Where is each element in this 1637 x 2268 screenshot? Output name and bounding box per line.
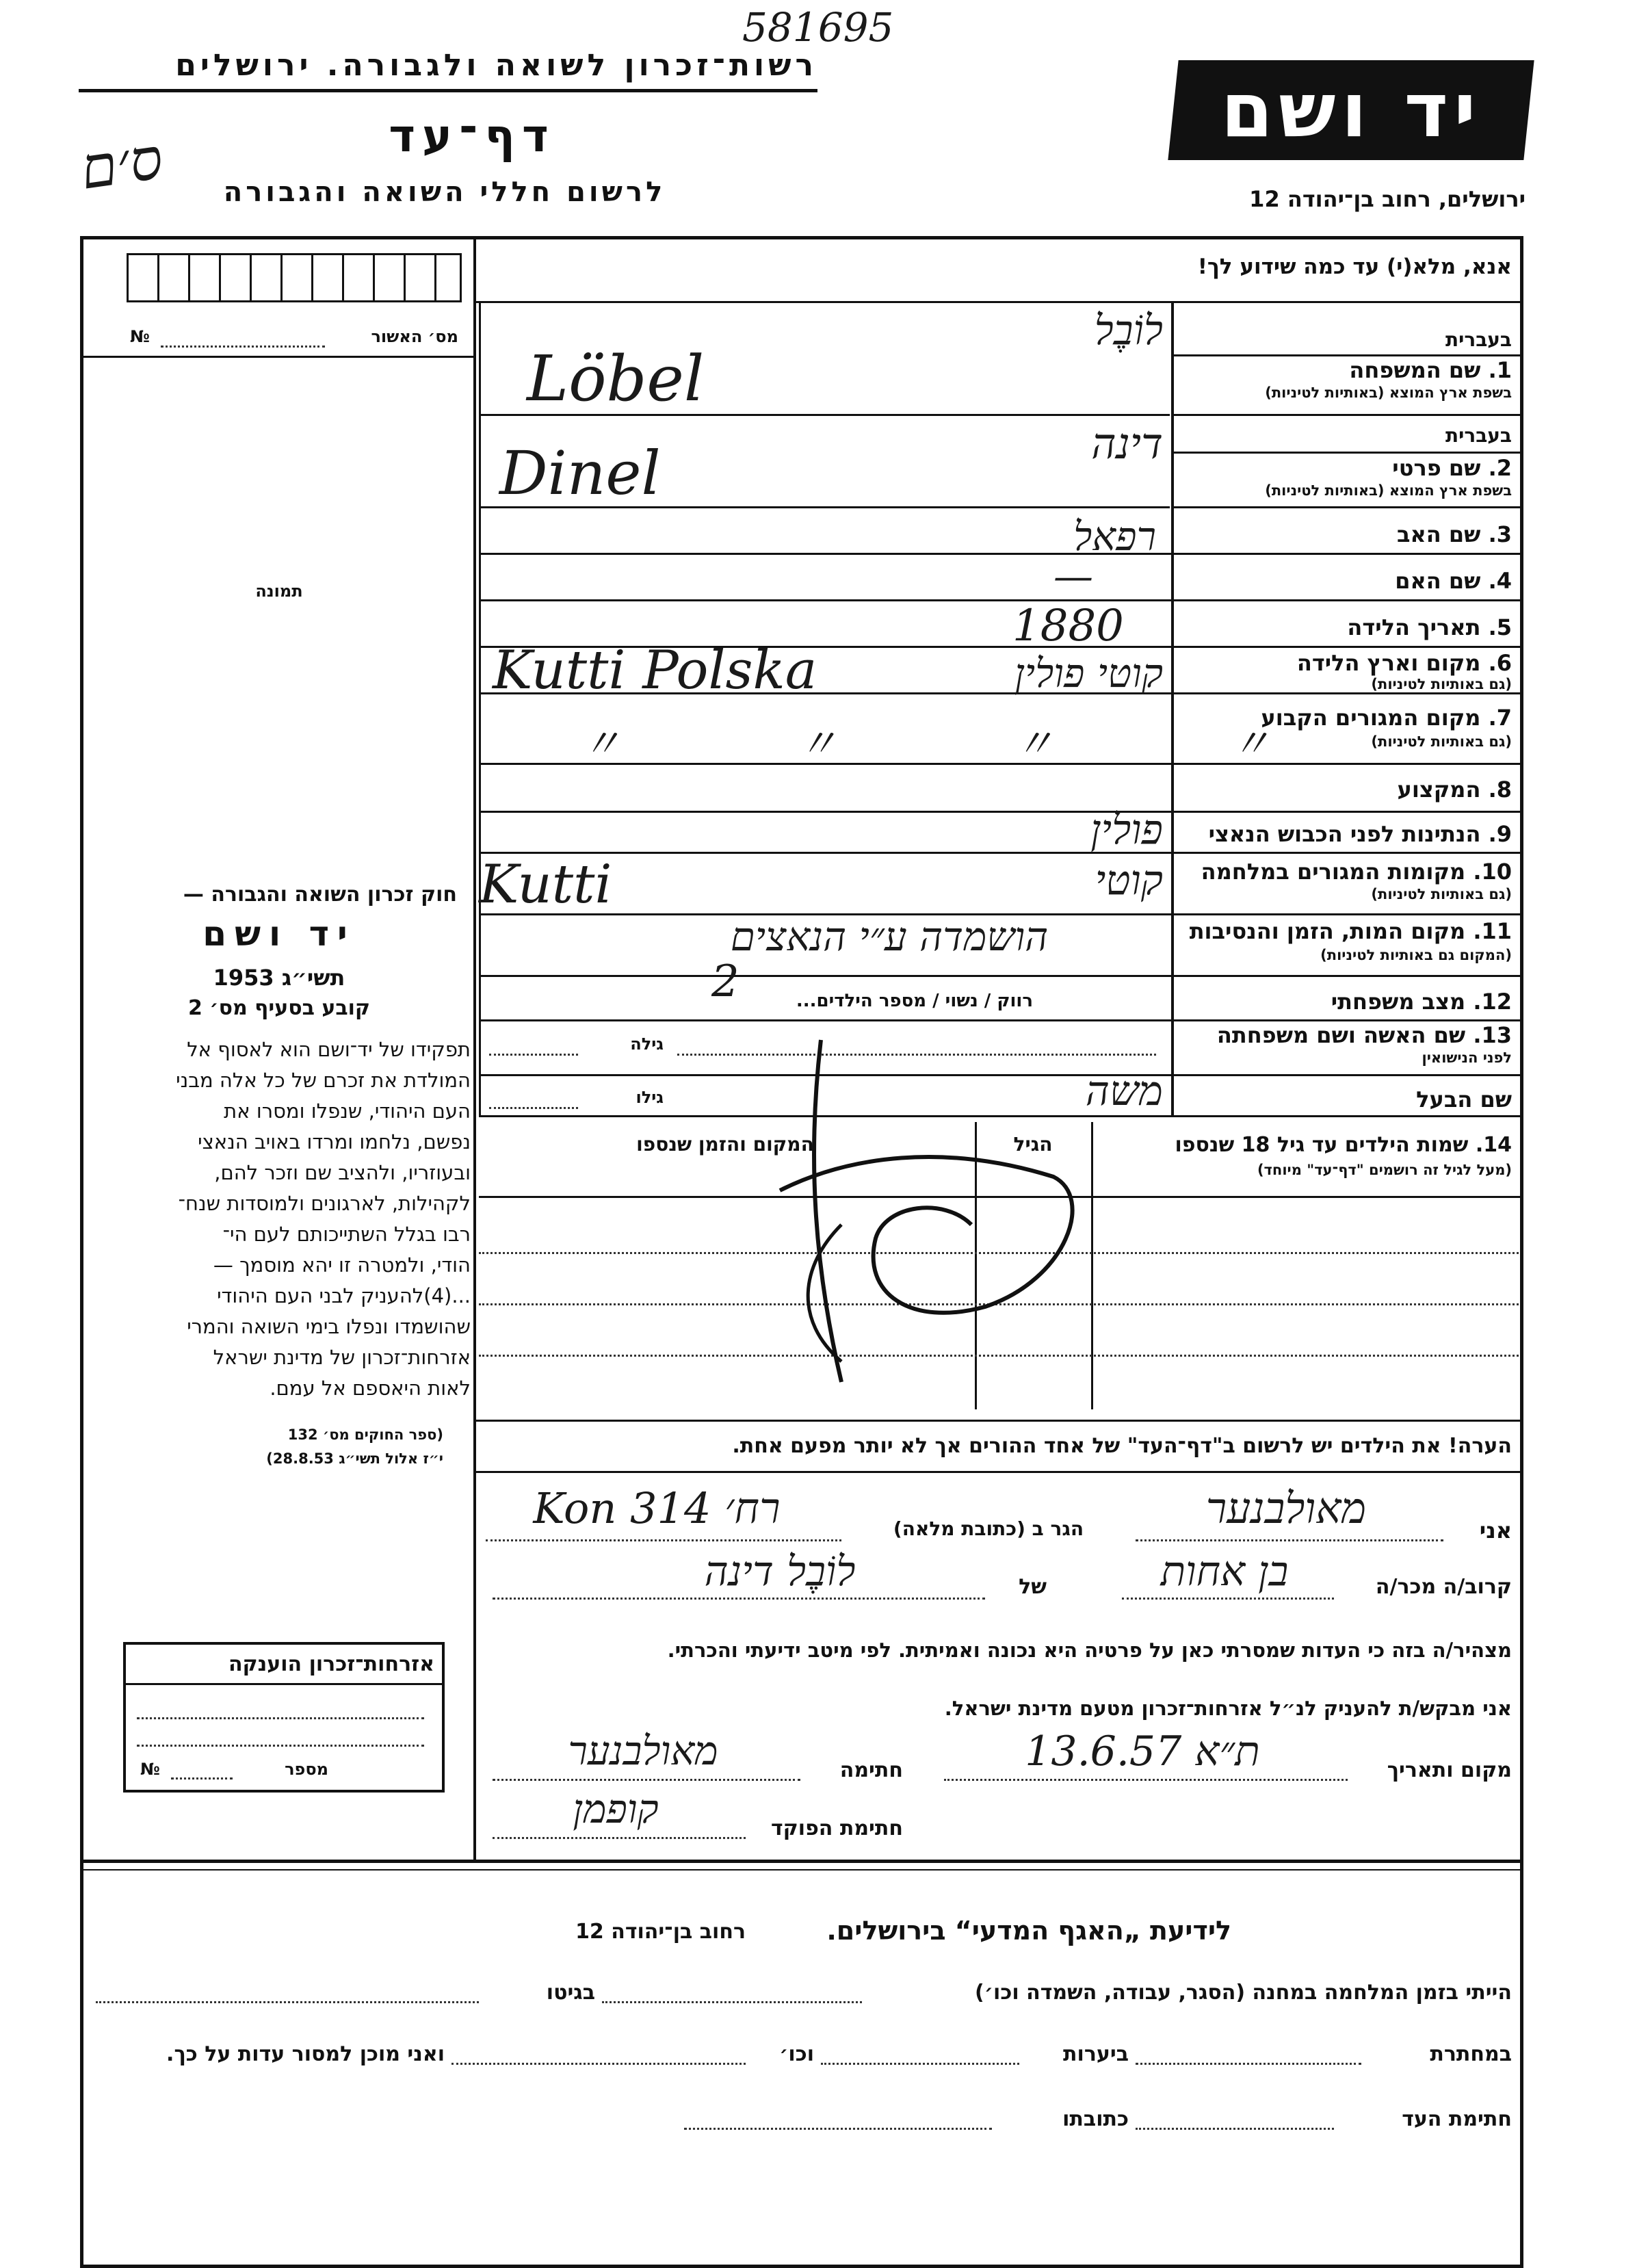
field-5-value[interactable]: 1880 (1012, 601, 1124, 651)
bulletin-line-1b: בגיטו (546, 1981, 595, 2005)
field-4-value[interactable]: — (1053, 553, 1093, 599)
field-11-value[interactable]: הושמדה ע״י הנאצים (730, 913, 1049, 960)
husband-value[interactable]: משה (1085, 1067, 1163, 1115)
law-text: תפקידו של יד־ושם הוא לאסוף אל המולדת את זכרם של כל אלה מבני העם היהודי, שנפלו ומסרו את נפשם, נלחמו ומרדו באויב הנאצי ובעוזריו, ולהציב שם וזכר להם, לקהילות, לארגונים ולמוסדות שנח־ רבו בגלל השתייכותם לעם הי־ הודי, ולמטרה זו יהא מוסמך — ...(4)להעניק לבני העם היהודי שהושמדו ונפלו בימי השואה והמרי אזרחות־זכרון של מדינת ישראל לאות היאספם אל עמם. (176, 1038, 471, 1400)
signature-value[interactable]: מאולבנער (568, 1728, 718, 1774)
citizenship-number-field[interactable] (171, 1777, 233, 1780)
children-label: 14. שמות הילדים עד גיל 18 שנספו (1175, 1133, 1512, 1157)
of-label: של (1019, 1575, 1047, 1599)
bulletin-line-3a: חתימת העד (1402, 2107, 1512, 2131)
form-intro: אנא, מלא(י) עד כמה שידוע לך! (1197, 255, 1512, 279)
camp-field[interactable] (602, 2001, 862, 2003)
of-value[interactable]: לוֹבֶל דינה (704, 1548, 856, 1595)
field-9-label: 9. הנתינות לפני הכבוש הנאצי (1208, 821, 1512, 847)
field-10-label: 10. מקומות המגורים במלחמה (1201, 859, 1512, 885)
citizenship-prefix: № (140, 1760, 160, 1779)
law-year: תשי״ג 1953 (213, 965, 345, 991)
field-11-label: 11. מקום המות, הזמן והנסיבות (1189, 918, 1512, 944)
relative-line (1122, 1598, 1334, 1600)
field-11-sub: (המקום גם באותיות לטיניות) (1320, 947, 1512, 963)
address-line (486, 1539, 841, 1541)
field-2-sub: בשפת ארץ המוצא (באותיות לטיניות) (1265, 482, 1512, 499)
field-12-label: 12. מצב משפחתי (1331, 989, 1512, 1015)
relative-value[interactable]: בן אחות (1160, 1548, 1289, 1595)
field-13-sub: לפני הנישואין (1422, 1050, 1512, 1066)
field-7-label: 7. מקום המגורים הקבוע (1261, 705, 1512, 731)
yad-vashem-logo: יד ושם (1220, 66, 1482, 154)
law-logo: יד ושם (202, 914, 356, 954)
authority-name: רשות־זכרון לשואה ולגבורה. ירושלים (175, 48, 817, 83)
bulletin-address: רחוב בן־יהודה 12 (575, 1920, 746, 1944)
approval-label: מס׳ האשור (371, 327, 458, 346)
bulletin-line-2b: ביערות (1063, 2042, 1129, 2066)
bulletin-line-2c: וכו׳ (779, 2042, 814, 2066)
citizenship-number-label: מספר (285, 1760, 328, 1779)
law-ref-2: י״ז אלול תשי״ג 28.8.53) (266, 1450, 443, 1467)
witness-signature-field[interactable] (1136, 2128, 1334, 2130)
hand-drawn-cross-mark (739, 1019, 1095, 1403)
bulletin-line-1a: הייתי בזמן המלחמה במחנה (הסגר, עבודה, השמדה וכו׳) (975, 1981, 1512, 2005)
underground-field[interactable] (1136, 2063, 1361, 2065)
field-7-sub: (גם באותיות לטיניות) (1371, 733, 1512, 750)
declarant-label: אני (1479, 1517, 1512, 1543)
husband-label: שם הבעל (1416, 1086, 1512, 1112)
signature-line (493, 1779, 800, 1781)
law-ref-1: (ספר החוקים מס׳ 132 (287, 1426, 443, 1443)
address-value[interactable]: רח׳ 314 Kon (533, 1483, 781, 1533)
clerk-value[interactable]: קופמן (573, 1786, 659, 1832)
witness-address-field[interactable] (684, 2128, 992, 2130)
field-4-label: 4. שם האם (1395, 568, 1512, 594)
of-line (493, 1598, 985, 1600)
form-subtitle: לרשום חללי השואה והגבורה (223, 177, 666, 208)
field-1-hebrew-value[interactable]: לוֹבֶל (1094, 307, 1163, 354)
law-title: חוק זכרון השואה והגבורה — (183, 883, 457, 907)
place-date-value[interactable]: ת״א 13.6.57 (1025, 1728, 1260, 1775)
declarant-value[interactable]: מאולבנער (1205, 1483, 1367, 1533)
field-10-value[interactable]: קוטי (1095, 857, 1163, 904)
citizenship-field-2[interactable] (137, 1745, 424, 1747)
husband-age-field[interactable] (489, 1107, 578, 1109)
field-10-sub: (גם באותיות לטיניות) (1371, 886, 1512, 902)
approval-digit-boxes[interactable] (127, 253, 462, 302)
forests-field[interactable] (821, 2063, 1019, 2065)
field-12-value: רווק / נשוי / מספר הילדים... (796, 991, 1033, 1011)
field-1-sub: בשפת ארץ המוצא (באותיות לטיניות) (1265, 384, 1512, 401)
statement: מצהיר/ה בזה כי העדות שמסרתי כאן על פרטיה היא נכונה ואמיתית. לפי מיטב ידיעתי והכרתי. (667, 1639, 1512, 1662)
law-clause: קובע בסעיף מס׳ 2 (187, 996, 371, 1020)
field-6-value[interactable]: קוטי פולין (1014, 650, 1163, 696)
header-address: ירושלים, רחוב בן־יהודה 12 (1249, 186, 1525, 212)
field-1-latin-value[interactable]: Löbel (527, 342, 705, 415)
field-7-value[interactable]: 〃 〃 〃 〃 (581, 720, 1353, 767)
field-13-age-field[interactable] (489, 1054, 578, 1056)
field-10-latin-value[interactable]: Kutti (479, 854, 612, 915)
husband-age-label: גילו (636, 1088, 664, 1107)
field-8-label: 8. המקצוע (1397, 777, 1512, 803)
field-3-label: 3. שם האב (1396, 521, 1512, 547)
citizenship-request: אני מבקש/ת להעניק לנ״ל אזרחות־זכרון מטעם מדינת ישראל. (944, 1697, 1512, 1720)
field-3-value[interactable]: רפאל (1073, 513, 1156, 560)
field-12-children-count[interactable]: 2 (711, 956, 739, 1007)
field-6-label: 6. מקום וארץ הלידה (1296, 650, 1512, 676)
citizenship-title: אזרחות־זכרון הוענקה (228, 1652, 434, 1676)
bulletin-title: לידיעת „האגף המדעי“ בירושלים. (826, 1916, 1231, 1946)
ghetto-field[interactable] (96, 2001, 479, 2003)
approval-prefix: № (130, 327, 150, 346)
place-date-line (944, 1779, 1348, 1781)
bulletin-line-2d: ואני מוכן למסור עדות על כך. (166, 2042, 445, 2066)
approval-number-field[interactable] (161, 346, 325, 348)
other-field[interactable] (451, 2063, 746, 2065)
children-note: הערה! את הילדים יש לרשום ב"דף־העד" של אחד ההורים אך לא יותר מפעם אחת. (732, 1434, 1512, 1458)
field-1-tag: בעברית (1445, 328, 1512, 351)
field-5-label: 5. תאריך הלידה (1347, 614, 1512, 640)
relative-label: קרוב/ה מכר/ה (1375, 1575, 1512, 1599)
field-6-sub: (גם באותיות לטיניות) (1371, 676, 1512, 692)
place-date-label: מקום ותאריך (1387, 1758, 1512, 1782)
declarant-line (1136, 1539, 1443, 1541)
address-label: הגר ב (כתובת מלאה) (893, 1517, 1084, 1540)
photo-label: תמונה (255, 582, 303, 601)
clerk-line (493, 1837, 746, 1839)
handwritten-mark: ס׳ם (76, 125, 167, 203)
field-1-label: 1. שם המשפחה (1349, 357, 1512, 383)
form-title: דף־עד (389, 109, 555, 162)
field-13-age-label: גילה (630, 1034, 664, 1054)
field-2-hebrew-value[interactable]: דינה (1091, 419, 1163, 469)
signature-label: חתימה (839, 1758, 903, 1782)
children-col-place: המקום והזמן שנספו (636, 1133, 814, 1156)
archive-number: 581695 (742, 4, 894, 51)
photo-area (92, 373, 465, 845)
field-2-label: 2. שם פרטי (1392, 455, 1512, 481)
bulletin-line-2a: במחתרת (1430, 2042, 1512, 2066)
children-col-age: הגיל (1013, 1133, 1053, 1156)
citizenship-field-1[interactable] (137, 1717, 424, 1719)
field-2-latin-value[interactable]: Dinel (499, 438, 661, 508)
bulletin-line-3b: כתובתו (1062, 2107, 1129, 2131)
field-6-latin-value[interactable]: Kutti Polska (493, 640, 817, 701)
children-sub: (מעל לגיל זה רושמים "דף־עד" מיוחד) (1257, 1162, 1512, 1178)
field-2-tag: בעברית (1445, 424, 1512, 447)
clerk-label: חתימת הפוקד (771, 1816, 903, 1840)
field-9-value[interactable]: פולין (1090, 806, 1163, 854)
field-13-label: 13. שם האשה ושם משפחתה (1216, 1022, 1512, 1048)
